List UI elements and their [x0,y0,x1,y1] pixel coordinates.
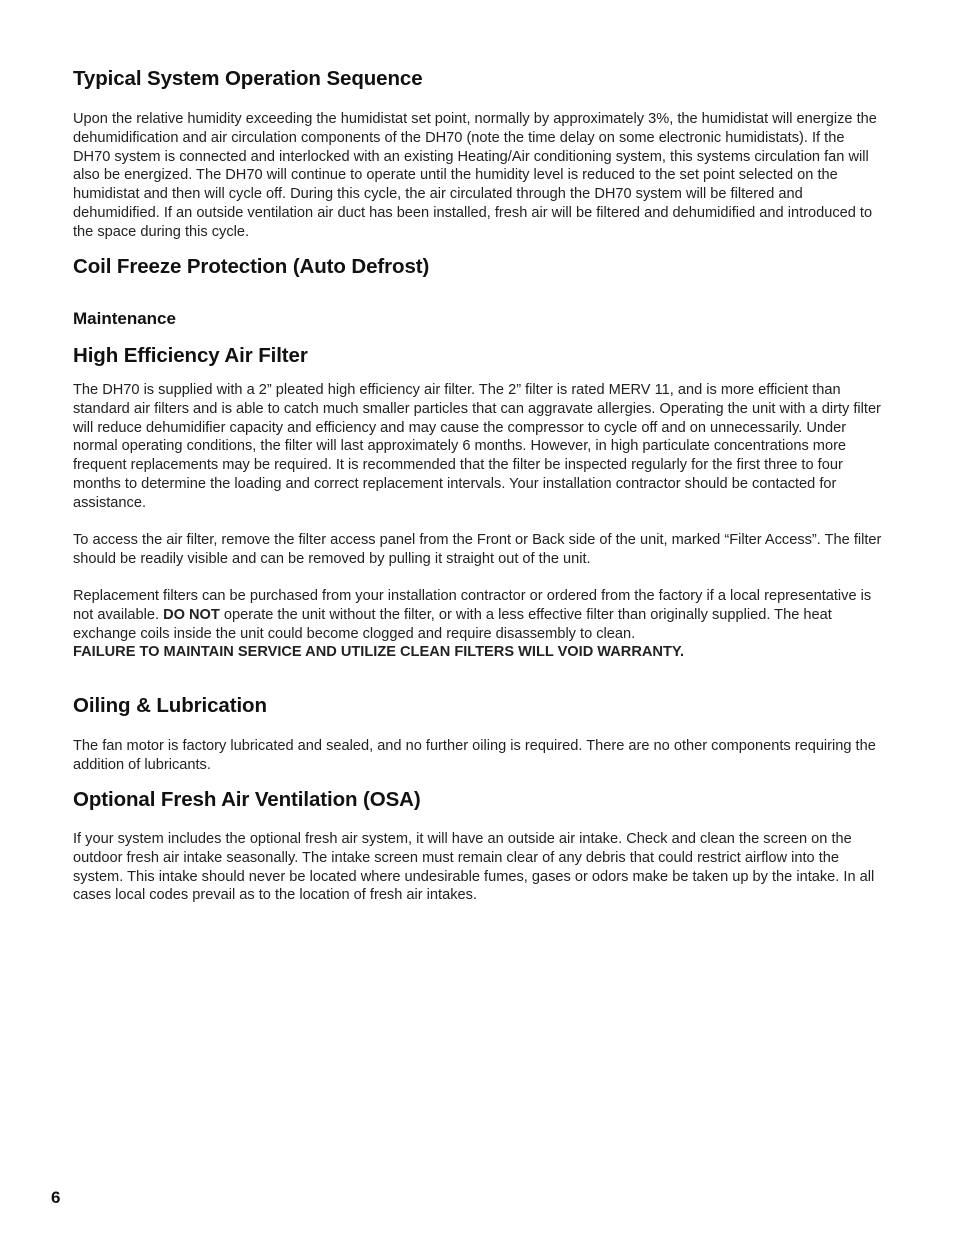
do-not-emphasis: DO NOT [163,606,220,623]
heading-typical-system-operation: Typical System Operation Sequence [73,67,423,90]
heading-oiling-lubrication: Oiling & Lubrication [73,694,267,717]
paragraph-fresh-air: If your system includes the optional fresh air system, it will have an outside air intake. Check and clean the screen on the outdoor fresh air intake seasonally. The intake screen must remain clear of any debris that could restrict airflow into the system. This intake should never be located where undesirable fumes, gases or odors make be taken up by the intake. In all cases local codes prevail as to the location of fresh air intakes. [73,831,875,904]
paragraph-filter-replacement [73,587,885,662]
warranty-warning: FAILURE TO MAINTAIN SERVICE AND UTILIZE CLEAN FILTERS WILL VOID WARRANTY. [73,644,685,661]
paragraph-filter-description: The DH70 is supplied with a 2” pleated high efficiency air filter. The 2” filter is rated MERV 11, and is more efficient than standard air filters and is able to catch much smaller particles that can aggravate allergies. Operating the unit with a dirty filter will reduce dehumidifier capacity and efficiency and may cause the compressor to cycle off and on unnecessarily. Under normal operating conditions, the filter will last approximately 6 months. However, in high particulate concentrations more frequent replacements may be required. It is recommended that the filter be inspected regularly for the first three to four months to determine the loading and correct replacement intervals. Your installation contractor should be contacted for assistance. [73,382,881,511]
heading-optional-fresh-air: Optional Fresh Air Ventilation (OSA) [73,788,421,811]
replacement-text-b: operate the unit without the filter, or with a less effective filter than originally supplied. The heat exchange coils inside the unit could become clogged and require disassembly to clean. [73,606,832,642]
page-number: 6 [51,1188,61,1207]
replacement-text-a: Replacement filters can be purchased from your installation contractor or ordered from the factory if a local representative is not available. [73,588,872,623]
heading-high-efficiency-air-filter: High Efficiency Air Filter [73,344,308,367]
paragraph-oiling: The fan motor is factory lubricated and sealed, and no further oiling is required. There are no other components requiring the addition of lubricants. [73,738,876,773]
heading-maintenance: Maintenance [73,309,176,328]
paragraph-filter-access: To access the air filter, remove the filter access panel from the Front or Back side of the unit, marked “Filter Access”. The filter should be readily visible and can be removed by pulling it straight out of the unit. [73,532,882,567]
heading-coil-freeze-protection: Coil Freeze Protection (Auto Defrost) [73,255,430,278]
paragraph-typical-operation: Upon the relative humidity exceeding the humidistat set point, normally by approximately 3%, the humidistat will energize the dehumidification and air circulation components of the DH70 (note the time delay on some electronic humidistats). If the DH70 system is connected and interlocked with an existing Heating/Air conditioning system, this systems circulation fan will also be energized. The DH70 will continue to operate until the humidity level is reduced to the set point selected on the humidistat and then will cycle off. During this cycle, the air circulated through the DH70 system will be filtered and dehumidified. If an outside ventilation air duct has been installed, fresh air will be filtered and dehumidified and introduced to the space during this cycle. [73,111,877,240]
